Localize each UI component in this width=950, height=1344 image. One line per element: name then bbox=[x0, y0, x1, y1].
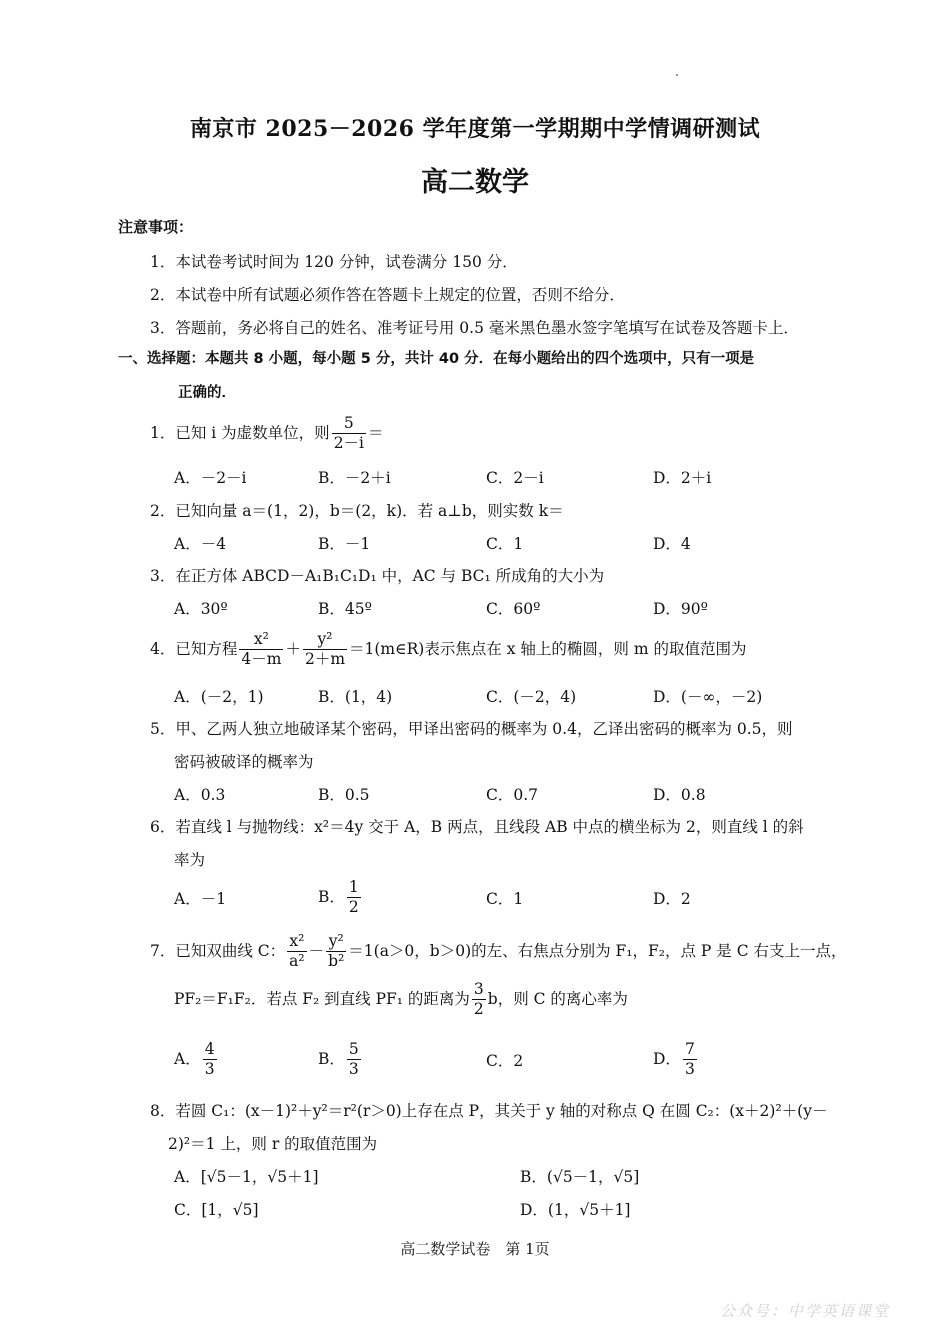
q6-option-c[interactable]: C．1 bbox=[486, 890, 524, 908]
q2-option-b[interactable]: B．－1 bbox=[318, 535, 371, 553]
q3-option-c[interactable]: C．60º bbox=[486, 600, 541, 618]
q1-option-b[interactable]: B．－2＋i bbox=[318, 469, 391, 487]
scan-dot bbox=[676, 74, 678, 76]
q8-option-d[interactable]: D．(1，√5＋1] bbox=[520, 1201, 631, 1219]
q8-option-a[interactable]: A．[√5－1，√5＋1] bbox=[174, 1168, 319, 1186]
q1-option-a[interactable]: A．－2－i bbox=[174, 469, 247, 487]
question-7-stem: 7．已知双曲线 C： $\frac{\text{x²}}{\text{a²}}$ － $\frac{\text{y²}}{\text{b²}}$ ＝1(a＞0，b＞0)的左、右焦点分别为 F₁，F₂，点 P 是 C 右支上一点， bbox=[150, 932, 847, 971]
q6-option-b[interactable]: B． $\frac{1}{2}$ bbox=[318, 878, 359, 917]
q8-option-c[interactable]: C．[1，√5] bbox=[174, 1201, 259, 1219]
question-2-stem: 2．已知向量 a＝(1，2)，b＝(2，k)．若 a⊥b，则实数 k＝ bbox=[150, 502, 564, 520]
question-5-stem-cont: 密码被破译的概率为 bbox=[174, 753, 314, 771]
q1-option-c[interactable]: C．2－i bbox=[486, 469, 544, 487]
question-7-stem-cont: PF₂＝F₁F₂．若点 F₂ 到直线 PF₁ 的距离为 $\frac{3}{2}$ b，则 C 的离心率为 bbox=[174, 980, 628, 1019]
q5-option-b[interactable]: B．0.5 bbox=[318, 786, 370, 804]
q7-option-a[interactable]: A． $\frac{4}{3}$ bbox=[174, 1040, 215, 1079]
q6-option-d[interactable]: D．2 bbox=[653, 890, 691, 908]
q1-option-d[interactable]: D．2＋i bbox=[653, 469, 712, 487]
q4-option-a[interactable]: A．(－2，1) bbox=[174, 688, 264, 706]
q3-option-b[interactable]: B．45º bbox=[318, 600, 372, 618]
q4-option-b[interactable]: B．(1，4) bbox=[318, 688, 393, 706]
q4-option-c[interactable]: C．(－2，4) bbox=[486, 688, 577, 706]
question-5-stem: 5．甲、乙两人独立地破译某个密码，甲译出密码的概率为 0.4，乙译出密码的概率为 0.5，则 bbox=[150, 720, 793, 738]
q5-option-d[interactable]: D．0.8 bbox=[653, 786, 706, 804]
q5-option-a[interactable]: A．0.3 bbox=[174, 786, 226, 804]
q4-option-d[interactable]: D．(－∞，－2) bbox=[653, 688, 763, 706]
q2-option-d[interactable]: D．4 bbox=[653, 535, 691, 553]
question-6-stem-cont: 率为 bbox=[174, 851, 206, 869]
question-1-stem: 1．已知 i 为虚数单位，则 $\frac{5}{2-i}$ ＝ bbox=[150, 414, 384, 453]
section-1-heading: 一、选择题：本题共 8 小题，每小题 5 分，共计 40 分．在每小题给出的四个选项中，只有一项是 bbox=[118, 351, 755, 367]
q8-option-b[interactable]: B．(√5－1，√5] bbox=[520, 1168, 640, 1186]
question-8-stem: 8．若圆 C₁：(x－1)²＋y²＝r²(r＞0)上存在点 P，其关于 y 轴的对称点 Q 在圆 C₂：(x＋2)²＋(y－ bbox=[150, 1102, 828, 1120]
watermark: 公众号：中学英语课堂 bbox=[719, 1302, 890, 1320]
question-6-stem: 6．若直线 l 与抛物线：x²＝4y 交于 A，B 两点，且线段 AB 中点的横坐标为 2，则直线 l 的斜 bbox=[150, 818, 804, 836]
page-footer: 高二数学试卷 第 1页 bbox=[400, 1240, 550, 1258]
exam-title: 南京市 2025－2026 学年度第一学期期中学情调研测试 bbox=[189, 116, 761, 142]
subject-title: 高二数学 bbox=[421, 167, 529, 198]
question-8-stem-cont: 2)²＝1 上，则 r 的取值范围为 bbox=[168, 1135, 378, 1153]
q7-option-b[interactable]: B． $\frac{5}{3}$ bbox=[318, 1040, 359, 1079]
note-3: 3．答题前，务必将自己的姓名、准考证号用 0.5 毫米黑色墨水签字笔填写在试卷及答题卡上． bbox=[150, 319, 799, 337]
q3-option-d[interactable]: D．90º bbox=[653, 600, 708, 618]
note-1: 1．本试卷考试时间为 120 分钟，试卷满分 150 分． bbox=[150, 253, 518, 271]
question-4-stem: 4．已知方程 $\frac{\text{x²}}{4-m}$ ＋ $\frac{\text{y²}}{2+m}$ ＝1(m∈R)表示焦点在 x 轴上的椭圆，则 m 的取值范围为 bbox=[150, 630, 747, 669]
q7-option-d[interactable]: D． $\frac{7}{3}$ bbox=[653, 1040, 695, 1079]
q3-option-a[interactable]: A．30º bbox=[174, 600, 228, 618]
q6-option-a[interactable]: A．－1 bbox=[174, 890, 227, 908]
q7-option-c[interactable]: C．2 bbox=[486, 1052, 524, 1070]
q2-option-c[interactable]: C．1 bbox=[486, 535, 524, 553]
question-3-stem: 3．在正方体 ABCD－A₁B₁C₁D₁ 中，AC 与 BC₁ 所成角的大小为 bbox=[150, 567, 605, 585]
notes-heading: 注意事项： bbox=[118, 218, 194, 236]
section-1-heading-cont: 正确的． bbox=[178, 385, 236, 401]
note-2: 2．本试卷中所有试题必须作答在答题卡上规定的位置，否则不给分． bbox=[150, 286, 625, 304]
q5-option-c[interactable]: C．0.7 bbox=[486, 786, 539, 804]
q2-option-a[interactable]: A．－4 bbox=[174, 535, 227, 553]
